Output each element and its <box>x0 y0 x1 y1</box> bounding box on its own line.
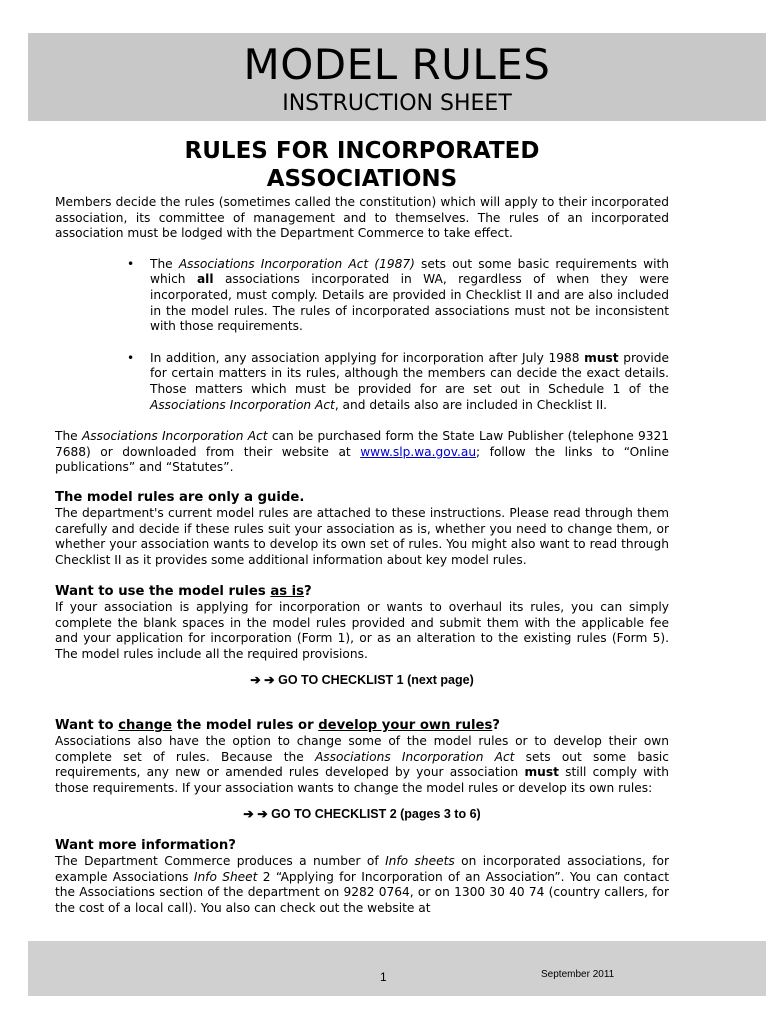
document-subtitle: INSTRUCTION SHEET <box>282 91 512 116</box>
bullet-icon: • <box>127 350 135 365</box>
goto-checklist-1: ➔ ➔ GO TO CHECKLIST 1 (next page) <box>250 672 474 687</box>
main-heading-line1: RULES FOR INCORPORATED <box>184 138 540 164</box>
change-paragraph: Associations also have the option to change some of the model rules or to develop their own complete set of rules. Because the Associations Incorporation Act sets out some basic requirements, any new or amended rules developed by your association must still comply with those requirements. If your association wants to change the model rules or develop its own rules: <box>55 734 669 796</box>
spacer <box>55 688 669 718</box>
requirements-list <box>55 257 669 413</box>
purchase-paragraph: The Associations Incorporation Act can be purchased form the State Law Publisher (telephone 9321 7688) or downloaded from their website at www.slp.wa.gov.au; follow the links to “Online publications” and “Statutes”. <box>55 429 670 475</box>
document-body <box>55 195 669 917</box>
guide-heading: The model rules are only a guide. <box>55 489 305 505</box>
more-info-heading: Want more information? <box>55 838 236 854</box>
use-as-is-heading: Want to use the model rules as is? <box>55 584 312 600</box>
use-as-is-paragraph: If your association is applying for incorporation or wants to overhaul its rules, you can simply complete the blank spaces in the model rules provided and submit them with the applicable fee and your application for incorporation (Form 1), or as an alteration to the existing rules (Form 5). The model rules include all the required provisions. <box>55 600 669 662</box>
list-item: • In addition, any association applying for incorporation after July 1988 must provide for certain matters in its rules, although the members can decide the exact details. Those matters which must be provided for are set out in Schedule 1 of the Associations Incorporation Act, and details also are included in Checklist II. <box>127 350 669 412</box>
more-info-paragraph: The Department Commerce produces a number of Info sheets on incorporated associations, for example Associations Info Sheet 2 “Applying for Incorporation of an Association”. You can contact the Associations section of the department on 9282 0764, or on 1300 30 40 74 (country callers, for the cost of a local call). You also can check out the website at <box>55 854 669 915</box>
goto-checklist-2: ➔ ➔ GO TO CHECKLIST 2 (pages 3 to 6) <box>243 806 481 821</box>
guide-paragraph: The department's current model rules are attached to these instructions. Please read through them carefully and decide if these rules suit your association as is, whether you need to change them, or whether your association wants to develop its own set of rules. You might also want to read through Checklist II as it provides some additional information about key model rules. <box>55 505 669 567</box>
document-title: MODEL RULES <box>243 40 551 89</box>
list-item: • The Associations Incorporation Act (1987) sets out some basic requirements with which all associations incorporated in WA, regardless of when they were incorporated, must comply. Details are provided in Checklist II and are also included in the model rules. The rules of incorporated associations must not be inconsistent with those requirements. <box>127 256 669 334</box>
change-heading: Want to change the model rules or develop your own rules? <box>55 718 500 734</box>
footer-band <box>28 941 766 996</box>
header-band <box>28 33 766 121</box>
slp-website-link[interactable]: www.slp.wa.gov.au <box>360 444 477 459</box>
page-number: 1 <box>380 970 387 984</box>
bullet-icon: • <box>127 256 135 271</box>
main-heading-line2: ASSOCIATIONS <box>266 166 458 192</box>
main-heading <box>55 137 669 193</box>
intro-paragraph: Members decide the rules (sometimes called the constitution) which will apply to their incorporated association, its committee of management and to themselves. The rules of an incorporated association must be lodged with the Department Commerce to take effect. <box>55 195 669 241</box>
footer-date: September 2011 <box>541 969 615 980</box>
